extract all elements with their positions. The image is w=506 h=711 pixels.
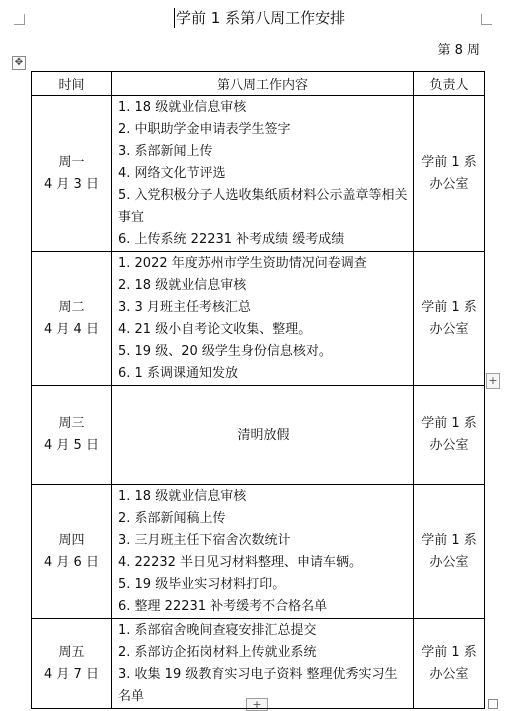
header-owner[interactable]: 负责人 xyxy=(414,72,485,96)
owner-cell[interactable] xyxy=(414,252,485,386)
owner-line: 学前 1 系 xyxy=(421,154,477,170)
table-row xyxy=(32,252,485,386)
day-label: 周一 xyxy=(58,154,85,170)
table-row xyxy=(32,96,485,252)
task-item: 5. 19 级、20 级学生身份信息核对。 xyxy=(118,344,332,359)
owner-line: 学前 1 系 xyxy=(421,416,477,431)
table-row xyxy=(32,619,485,709)
table-row xyxy=(32,485,485,619)
task-item: 2. 系部新闻稿上传 xyxy=(118,511,226,526)
time-cell[interactable] xyxy=(32,386,112,485)
task-item: 2. 18 级就业信息审核 xyxy=(118,278,247,293)
owner-line: 办公室 xyxy=(429,321,469,337)
task-item: 6. 整理 22231 补考缓考不合格名单 xyxy=(118,599,328,614)
date-label: 4 月 6 日 xyxy=(44,554,99,570)
task-item: 3. 系部新闻上传 xyxy=(118,144,213,159)
owner-line: 学前 1 系 xyxy=(421,299,477,315)
owner-line: 办公室 xyxy=(429,438,469,453)
week-label[interactable]: 第 8 周 xyxy=(437,43,480,58)
day-label: 周五 xyxy=(58,644,85,660)
owner-line: 办公室 xyxy=(429,176,469,192)
table-header-row xyxy=(32,72,485,96)
owner-line: 学前 1 系 xyxy=(421,532,477,548)
owner-line: 学前 1 系 xyxy=(421,644,477,660)
task-item: 2. 中职助学金申请表学生签字 xyxy=(118,122,291,137)
table-move-handle-icon[interactable]: ✥ xyxy=(12,56,26,70)
task-item: 6. 1 系调课通知发放 xyxy=(118,366,238,381)
time-cell[interactable] xyxy=(32,485,112,619)
task-item: 1. 系部宿舍晚间查寝安排汇总提交 xyxy=(118,623,317,638)
header-time[interactable]: 时间 xyxy=(32,72,112,96)
day-label: 周二 xyxy=(58,299,85,315)
owner-cell[interactable] xyxy=(414,386,485,485)
content-cell[interactable] xyxy=(112,386,414,485)
owner-cell[interactable] xyxy=(414,96,485,252)
date-label: 4 月 5 日 xyxy=(44,438,99,453)
task-item: 3. 3 月班主任考核汇总 xyxy=(118,300,251,315)
content-cell[interactable] xyxy=(112,485,414,619)
day-label: 周四 xyxy=(58,532,85,548)
owner-cell[interactable] xyxy=(414,485,485,619)
task-item: 1. 2022 年度苏州市学生资助情况问卷调查 xyxy=(118,256,367,271)
content-cell[interactable] xyxy=(112,619,414,709)
task-item: 5. 入党积极分子人选收集纸质材料公示盖章等相关事宜 xyxy=(118,188,408,225)
content-cell[interactable] xyxy=(112,252,414,386)
add-row-plus-icon[interactable]: + xyxy=(486,373,500,389)
date-label: 4 月 7 日 xyxy=(44,666,99,682)
task-item: 1. 18 级就业信息审核 xyxy=(118,100,247,115)
time-cell[interactable] xyxy=(32,96,112,252)
time-cell[interactable] xyxy=(32,252,112,386)
time-cell[interactable] xyxy=(32,619,112,709)
task-item: 3. 收集 19 级教育实习电子资料 整理优秀实习生名单 xyxy=(118,667,398,704)
task-item: 2. 系部访企拓岗材料上传就业系统 xyxy=(118,645,317,660)
date-label: 4 月 4 日 xyxy=(44,321,99,337)
task-item: 4. 21 级小自考论文收集、整理。 xyxy=(118,322,312,337)
header-content[interactable]: 第八周工作内容 xyxy=(112,72,414,96)
owner-cell[interactable] xyxy=(414,619,485,709)
task-item: 3. 三月班主任下宿舍次数统计 xyxy=(118,533,291,548)
date-label: 4 月 3 日 xyxy=(44,176,99,192)
task-item: 5. 19 级毕业实习材料打印。 xyxy=(118,577,286,592)
schedule-table xyxy=(31,71,485,709)
task-item: 6. 上传系统 22231 补考成绩 缓考成绩 xyxy=(118,232,345,247)
owner-line: 办公室 xyxy=(429,666,469,682)
content-cell[interactable] xyxy=(112,96,414,252)
task-item: 4. 网络文化节评选 xyxy=(118,166,226,181)
task-item: 1. 18 级就业信息审核 xyxy=(118,489,247,504)
document-title[interactable]: 学前 1 系第八周工作安排 xyxy=(176,9,346,27)
table-row xyxy=(32,386,485,485)
holiday-note: 清明放假 xyxy=(237,427,290,443)
add-column-plus-icon[interactable]: + xyxy=(246,698,268,711)
task-item: 4. 22232 半日见习材料整理、申请车辆。 xyxy=(118,555,363,570)
page-corner-mark xyxy=(14,14,25,25)
table-resize-handle-icon[interactable] xyxy=(488,699,498,709)
day-label: 周三 xyxy=(58,416,85,431)
owner-line: 办公室 xyxy=(429,554,469,570)
text-cursor xyxy=(174,8,175,28)
page-corner-mark xyxy=(481,14,492,25)
